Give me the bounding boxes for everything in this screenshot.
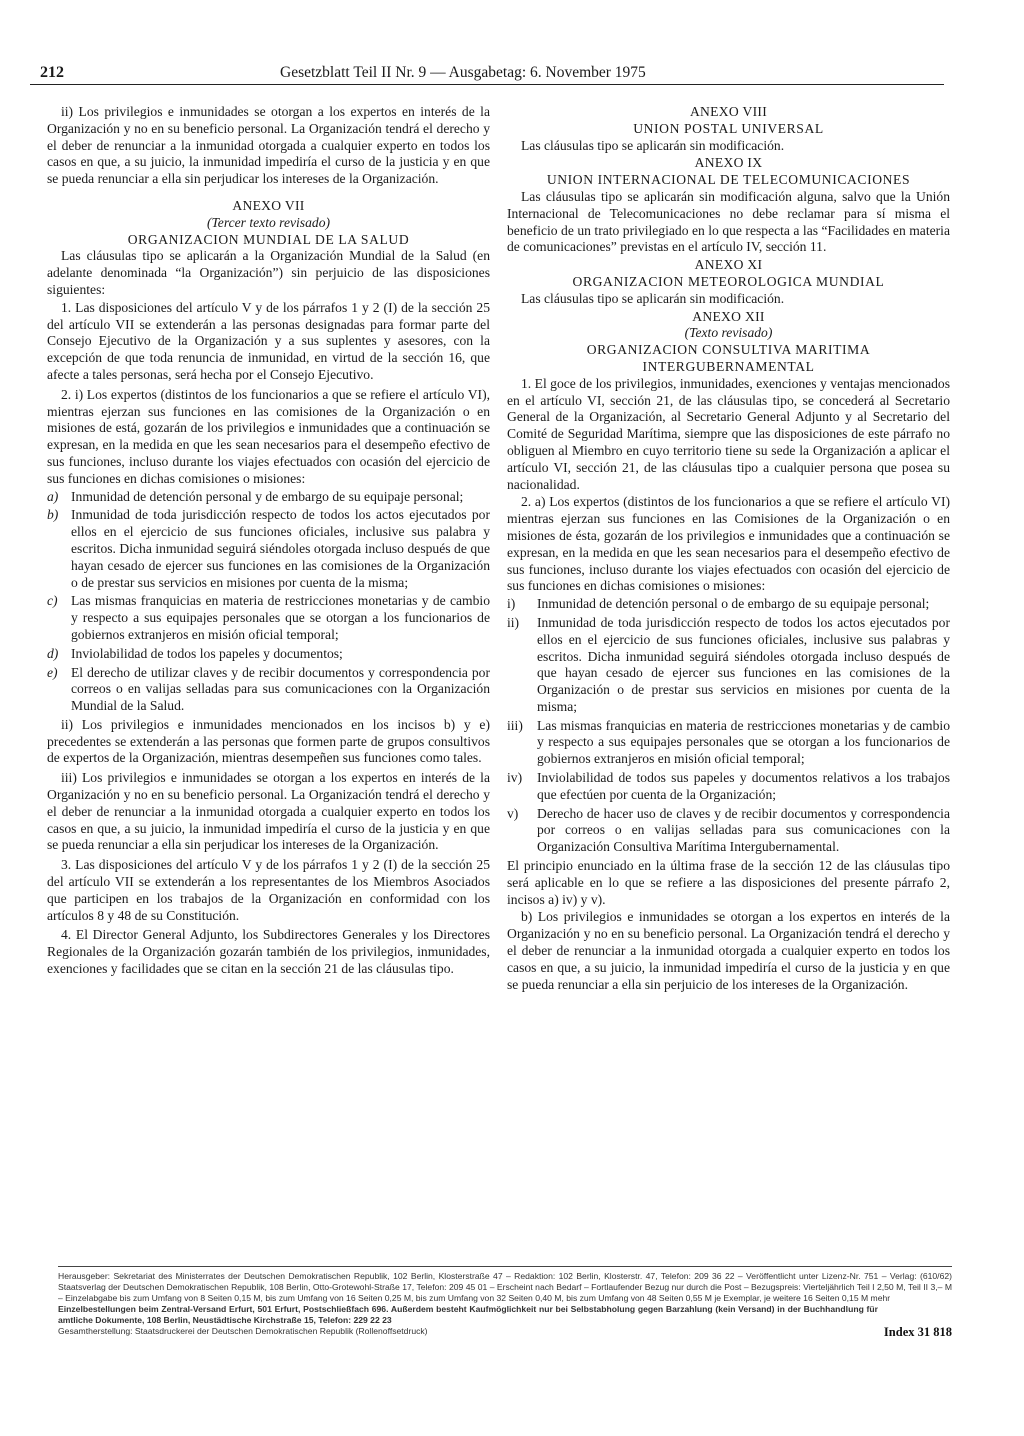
annex-heading: ANEXO XI <box>694 257 763 273</box>
paragraph: 1. El goce de los privilegios, inmunidades, exenciones y ventajas mencionados en el artículo VI, sección 21, de las cláusulas tipo, se concederá al Secretario General de la Organización, al Secretario General Adjunto y al Secretario del Comité de Seguridad Marítima, siempre que las disposiciones de este párrafo no obliguen al Miembro en cuyo territorio tiene su sede la Organización a aplicar el artículo VI, sección 21, de las cláusulas tipo a cualquier persona que posea su nacionalidad. <box>507 375 950 492</box>
index-number: Index 31 818 <box>883 1325 952 1339</box>
organization-heading: ORGANIZACION CONSULTIVA MARITIMA <box>586 342 871 358</box>
imprint-orders: Einzelbestellungen beim Zentral-Versand Erfurt, 501 Erfurt, Postschließfach 696. Außerdem besteht Kaufmöglichkeit nur bei Selbstabholung gegen Barzahlung (kein Versand) in der Buchhandlung für amtliche Dokumente, 108 Berlin, Neustädtische Kirchstraße 15, Telefon: 229 22 23 <box>58 1304 878 1325</box>
item-label: e) <box>47 664 58 680</box>
annex-heading: ANEXO XII <box>692 308 765 324</box>
item-text: Inviolabilidad de todos los papeles y documentos; <box>71 645 343 661</box>
list-item <box>47 646 490 663</box>
running-title: Gesetzblatt Teil II Nr. 9 — Ausgabetag: 6. November 1975 <box>280 64 646 81</box>
list-item <box>47 489 490 506</box>
annex-heading: ANEXO VII <box>232 197 305 213</box>
list-item <box>47 593 490 643</box>
paragraph: El principio enunciado en la última frase de la sección 12 de las cláusulas tipo será aplicable en lo que se refiere a las disposiciones del presente párrafo 2, incisos a) iv) y v). <box>507 858 950 907</box>
item-label: i) <box>507 596 516 612</box>
item-text: Las mismas franquicias en materia de restricciones monetarias y de cambio y respecto a sus equipajes personales que se otorgan a los funcionarios de gobiernos extranjeros en misión oficial temporal; <box>537 717 950 767</box>
imprint-printer: Gesamtherstellung: Staatsdruckerei der Deutschen Demokratischen Republik (Rollenoffsetdruck) <box>58 1326 428 1336</box>
list-item <box>507 806 950 856</box>
paragraph: 1. Las disposiciones del artículo V y de los párrafos 1 y 2 (I) de la sección 25 del artículo VII se extenderán a las personas designadas para formar parte del Consejo Ejecutivo de la Organización y a sus suplentes y asesores, con la excepción de que toda renuncia de inmunidad, en virtud de la sección 16, que afecte a tales personas, será hecha por el Consejo Ejecutivo. <box>47 299 490 382</box>
paragraph: 3. Las disposiciones del artículo V y de los párrafos 1 y 2 (I) de la sección 25 del artículo VII se extenderán a los representantes de los Miembros Asociados que participen en los trabajos de la Organización en conformidad con los artículos 8 y 48 de su Constitución. <box>47 857 490 923</box>
list-item <box>507 615 950 716</box>
paragraph: Las cláusulas tipo se aplicarán sin modificación alguna, salvo que la Unión Internacional de Telecomunicaciones no debe reclamar para sí misma el beneficio de un trato privilegiado en lo que respecta a las “Facilidades en materia de comunicaciones” previstas en el artículo IV, sección 11. <box>507 188 950 255</box>
annex-subtitle: (Tercer texto revisado) <box>206 214 331 230</box>
item-text: Inmunidad de detención personal y de embargo de su equipaje personal; <box>71 488 464 504</box>
organization-heading: ORGANIZACION MUNDIAL DE LA SALUD <box>127 231 410 247</box>
item-label: d) <box>47 645 59 661</box>
paragraph: 2. a) Los expertos (distintos de los funcionarios a que se refiere el artículo VI) mientras ejerzan sus funciones en las Comisiones de la Organización o en misiones de ésta, gozarán de los privilegios e inmunidades que a continuación se expresan, en la medida en que les sean necesarios para el desempeño efectivo de sus funciones, incluso durante los viajes efectuados con ocasión del ejercicio de sus funciones en dichas comisiones o misiones: <box>507 494 950 594</box>
paragraph: iii) Los privilegios e inmunidades se otorgan a los expertos en interés de la Organización y no en su beneficio personal. La Organización tendrá el derecho y el deber de renunciar a la inmunidad otorgada a cualquier experto en todos los casos en que, a su juicio, la inmunidad impediría el curso de la justicia y en que se pueda renunciar a ella sin perjudicar los intereses de la Organización. <box>47 770 490 853</box>
page-number: 212 <box>40 64 64 81</box>
item-text: Inmunidad de toda jurisdicción respecto de todos los actos ejecutados por ellos en el ejercicio de sus funciones oficiales, inclusive sus palabras y escritos. Dicha inmunidad seguirá siéndoles otorgada incluso después de que hayan cesado de ejercer sus funciones en las comisiones de la Organización o de prestar sus servicios en misiones por cuenta de la misma; <box>537 614 950 714</box>
item-text: Inviolabilidad de todos sus papeles y documentos relativos a los trabajos que efectúen por cuenta de la Organización; <box>537 770 950 802</box>
item-label: b) <box>47 507 59 523</box>
list-item <box>507 770 950 804</box>
item-label: c) <box>47 593 58 609</box>
paragraph: 4. El Director General Adjunto, los Subdirectores Generales y los Directores Regionales de la Organización gozarán también de los privilegios, inmunidades, exenciones y facilidades que se citan en la sección 21 de las cláusulas tipo. <box>47 927 490 977</box>
paragraph: b) Los privilegios e inmunidades se otorgan a los expertos en interés de la Organización y no en su beneficio personal. La Organización tendrá el derecho y el deber de renunciar a la inmunidad otorgada a cualquier experto en todos los casos en que, a su juicio, la inmunidad impediría el curso de la justicia y en que se pueda renunciar a ella sin perjuicio de los intereses de la Organización. <box>507 909 950 992</box>
paragraph: 2. i) Los expertos (distintos de los funcionarios a que se refiere el artículo VI), mientras ejerzan sus funciones en las comisiones de la Organización o en misiones de está, gozarán de los privilegios e inmunidades que a continuación se expresan, en la medida en que les sean necesarios para el desempeño efectivo de sus funciones, incluso durante los viajes efectuados con ocasión del ejercicio de sus funciones en dichas comisiones o misiones: <box>47 386 490 486</box>
organization-heading: ORGANIZACION METEOROLOGICA MUNDIAL <box>572 273 885 289</box>
organization-heading-line2: INTERGUBERNAMENTAL <box>642 358 815 374</box>
list-item <box>47 507 490 591</box>
imprint-publisher: Herausgeber: Sekretariat des Ministerrates der Deutschen Demokratischen Republik, 102 Berlin, Klosterstraße 47 – Redaktion: 102 Berlin, Klosterstr. 47, Telefon: 209 36 22 – Veröffentlicht unter Lizenz-Nr. 751 – Verlag: (610/62) Staatsverlag der Deutschen Demokratischen Republik, 108 Berlin, Otto-Grotewohl-Straße 17, Telefon: 209 45 01 – Erscheint nach Bedarf – Fortlaufender Bezug nur durch die Post – Bezugspreis: Vierteljährlich Teil I 2,50 M, Teil II 3,– M – Einzelabgabe bis zum Umfang von 8 Seiten 0,15 M, bis zum Umfang von 16 Seiten 0,25 M, bis zum Umfang von 32 Seiten 0,40 M, bis zum Umfang von 48 Seiten 0,55 M je Exemplar, je weitere 16 Seiten 0,15 M mehr <box>58 1271 952 1303</box>
imprint-footer <box>58 1266 952 1337</box>
item-text: El derecho de utilizar claves y de recibir documentos y correspondencia por correos o en valijas selladas para sus comunicaciones con la Organización Mundial de la Salud. <box>71 664 490 714</box>
item-text: Inmunidad de toda jurisdicción respecto de todos los actos ejecutados por ellos en el ejercicio de sus funciones oficiales, inclusive sus palabra y escritos. Dicha inmunidad seguirá siéndoles otorgada incluso después de que hayan cesado de ejercer sus funciones en las comisiones de la Organización o de prestar sus servicios en misiones por cuenta de la misma; <box>71 507 490 590</box>
paragraph: Las cláusulas tipo se aplicarán sin modificación. <box>521 137 785 153</box>
list-item <box>47 665 490 715</box>
item-label: iii) <box>507 717 523 733</box>
item-label: iv) <box>507 770 523 786</box>
annex-heading: ANEXO VIII <box>689 104 768 119</box>
paragraph: Las cláusulas tipo se aplicarán sin modificación. <box>521 290 785 306</box>
page-header <box>30 62 944 85</box>
list-item <box>507 718 950 768</box>
annex-heading: ANEXO IX <box>694 155 763 171</box>
item-text: Inmunidad de detención personal o de embargo de su equipaje personal; <box>537 596 930 612</box>
organization-heading: UNION INTERNACIONAL DE TELECOMUNICACIONES <box>546 172 911 188</box>
item-label: v) <box>507 805 519 821</box>
item-label: ii) <box>507 614 520 630</box>
paragraph: ii) Los privilegios e inmunidades mencionados en los incisos b) y e) precedentes se extenderán a las personas que formen parte de grupos consultivos de expertos de la Organización, mientras desempeñen sus funciones como tales. <box>47 716 490 766</box>
item-text: Derecho de hacer uso de claves y de recibir documentos y correspondencia por correos o en valijas selladas para sus comunicaciones con la Organización Consultiva Marítima Intergubernamental. <box>537 805 950 855</box>
item-label: a) <box>47 488 59 504</box>
right-column <box>507 104 950 994</box>
item-text: Las mismas franquicias en materia de restricciones monetarias y de cambio y respecto a sus equipajes personales que se otorgan a los funcionarios de gobiernos extranjeros en misión oficial temporal; <box>71 593 490 642</box>
organization-heading: UNION POSTAL UNIVERSAL <box>633 120 824 136</box>
paragraph: ii) Los privilegios e inmunidades se otorgan a los expertos en interés de la Organización y no en su beneficio personal. La Organización tendrá el derecho y el deber de renunciar a la inmunidad otorgada a cualquier experto en todos los casos en que, a su juicio, la inmunidad impediría el curso de la justicia y en que se pueda renunciar a ella sin perjudicar los intereses de la Organización. <box>47 104 490 187</box>
annex-subtitle: (Texto revisado) <box>684 325 773 341</box>
list-item <box>507 596 950 613</box>
left-column <box>47 104 490 979</box>
paragraph: Las cláusulas tipo se aplicarán a la Organización Mundial de la Salud (en adelante denominada “la Organización”) sin perjuicio de las disposiciones siguientes: <box>47 248 490 297</box>
